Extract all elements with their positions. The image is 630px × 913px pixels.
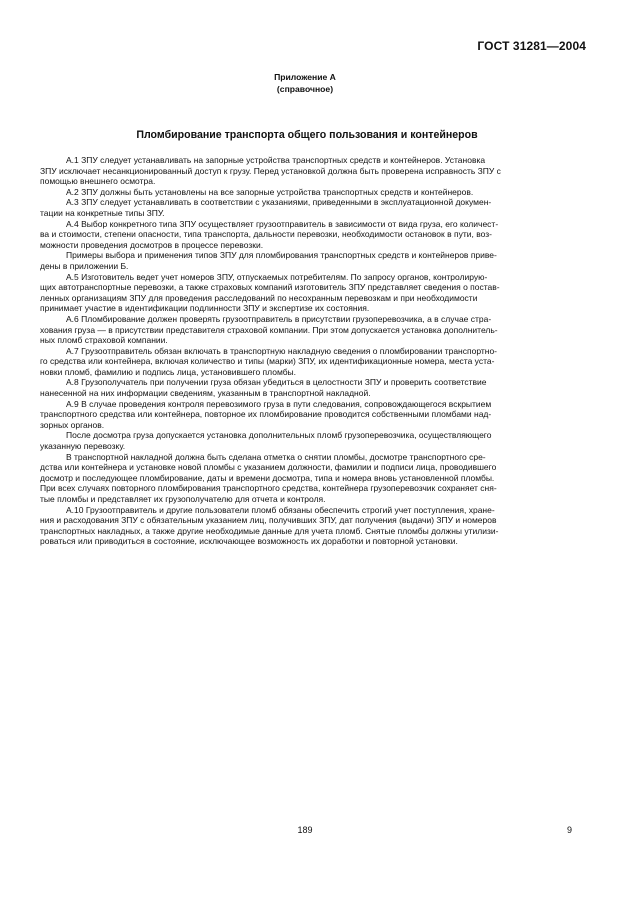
paragraph-line: тые пломбы и представляет их грузополучателю для отчета и контроля. — [40, 494, 326, 504]
paragraph-line: досмотр и последующее пломбирование, даты и времени досмотра, типа и номера вновь установленной пломбы. — [40, 472, 495, 483]
paragraph-line: транспортного средства или контейнера, повторное их пломбирование проводится собственными пломбами над- — [40, 409, 492, 420]
document-body — [40, 155, 574, 547]
document-page-number: 189 — [297, 825, 313, 835]
paragraph-line: После досмотра груза допускается установка дополнительных пломб грузоперевозчика, осуществляющего — [66, 430, 492, 441]
paragraph-line: ных пломб страховой компании. — [40, 335, 168, 346]
paragraph — [40, 218, 574, 251]
paragraph-line: ния и расходования ЗПУ с обязательным указанием лиц, получивших ЗПУ, дат получения (выдачи) ЗПУ и номеров — [40, 515, 497, 526]
paragraph-line: А.8 Грузополучатель при получении груза обязан убедиться в целостности ЗПУ и проверить соответствие — [66, 377, 487, 388]
paragraph — [40, 250, 574, 271]
appendix-label: Приложение А — [274, 72, 336, 82]
paragraph — [66, 187, 574, 198]
paragraph-line: го средства или контейнера, включая количество и типы (марки) ЗПУ, их идентификационные номера, места уста- — [40, 356, 495, 367]
paragraph-line: А.5 Изготовитель ведет учет номеров ЗПУ, отпускаемых потребителям. По запросу органов, контролирую- — [66, 271, 488, 282]
paragraph-line: А.9 В случае проведения контроля перевозимого груза в пути следования, сопровождающегося вскрытием — [66, 398, 492, 409]
paragraph-line: дства или контейнера и установке новой пломбы с указанием должности, фамилии и подписи лица, проводившего — [40, 462, 497, 473]
paragraph-line: А.10 Грузоотправитель и другие пользователи пломб обязаны обеспечить строгий учет поступления, хране- — [66, 504, 495, 515]
paragraph-line: новки пломб, фамилию и подпись лица, установившего пломбы. — [40, 366, 297, 377]
paragraph-line: зорных органов. — [40, 419, 105, 430]
paragraph-line: ленных организациям ЗПУ для проведения расследований по несохранным перевозкам и при необходимости — [40, 292, 478, 303]
paragraph-line: тации на конкретные типы ЗПУ. — [40, 207, 165, 218]
paragraph-line: дены в приложении Б. — [40, 260, 129, 271]
paragraph-line: принимает участие в идентификации подлинности ЗПУ и экспертизе их состояния. — [40, 303, 370, 314]
paragraph — [40, 271, 574, 314]
paragraph-line: транспортных накладных, а также другие необходимые данные для учета пломб. Снятые пломбы должны утилизи- — [40, 525, 499, 536]
paragraph-line: щих автотранспортные перевозки, а также страховых компаний изготовитель ЗПУ представляет сведения о постав- — [40, 282, 500, 293]
paragraph-line: В транспортной накладной должна быть сделана отметка о снятии пломбы, досмотре транспортного сре- — [66, 451, 486, 462]
section-title: Пломбирование транспорта общего пользования и контейнеров — [136, 129, 478, 141]
paragraph — [40, 155, 574, 187]
paragraph-line: А.2 ЗПУ должны быть установлены на все запорные устройства транспортных средств и контейнеров. — [66, 186, 474, 197]
paragraph — [40, 398, 574, 431]
paragraph-line: нанесенной на них информации сведениям, указанным в транспортной накладной. — [40, 388, 371, 399]
paragraph-line: ва и стоимости, степени опасности, типа транспорта, дальности перевозки, необходимости остановок в пути, воз- — [40, 229, 492, 240]
paragraph-line: можности проведения досмотров в процессе перевозки. — [40, 239, 264, 250]
paragraph-line: роваться или приводиться в состояние, исключающее возможность их доработки и повторной установки. — [40, 536, 458, 547]
appendix-type: (справочное) — [276, 84, 334, 94]
paragraph-line: ЗПУ исключает несанкционированный доступ к грузу. Перед установкой должна быть проверена исправность ЗПУ с — [40, 165, 501, 176]
paragraph-line: хования груза — в присутствии представителя страховой компании. При этом допускается установка дополнитель- — [40, 324, 498, 335]
paragraph — [40, 313, 574, 346]
standard-number: ГОСТ 31281—2004 — [477, 39, 586, 53]
paragraph-line: А.1 ЗПУ следует устанавливать на запорные устройства транспортных средств и контейнеров. Установка — [66, 155, 486, 165]
paragraph — [40, 197, 574, 218]
paragraph-line: А.7 Грузоотправитель обязан включать в транспортную накладную сведения о пломбировании транспортно- — [66, 345, 498, 356]
paragraph-line: помощью внешнего осмотра. — [40, 176, 156, 187]
page-number: 9 — [566, 825, 572, 835]
paragraph-line: А.3 ЗПУ следует устанавливать в соответствии с указаниями, приведенными в эксплуатационной докумен- — [66, 197, 492, 208]
paragraph-line: При всех случаях повторного пломбирования транспортного средства, контейнера грузоперевозчик сохраняет сня- — [40, 483, 497, 494]
paragraph — [40, 504, 574, 547]
paragraph-line: Примеры выбора и применения типов ЗПУ для пломбирования транспортных средств и контейнеров приве- — [66, 250, 497, 261]
paragraph-line: А.6 Пломбирование должен проверять грузоотправитель в присутствии грузоперевозчика, а в случае стра- — [66, 313, 492, 324]
paragraph-line: А.4 Выбор конкретного типа ЗПУ осуществляет грузоотправитель в зависимости от вида груза, его количест- — [66, 218, 499, 229]
paragraph — [40, 377, 574, 399]
paragraph — [40, 345, 574, 378]
paragraph-line: указанную перевозку. — [40, 441, 126, 452]
paragraph — [40, 451, 574, 505]
paragraph — [40, 430, 574, 452]
